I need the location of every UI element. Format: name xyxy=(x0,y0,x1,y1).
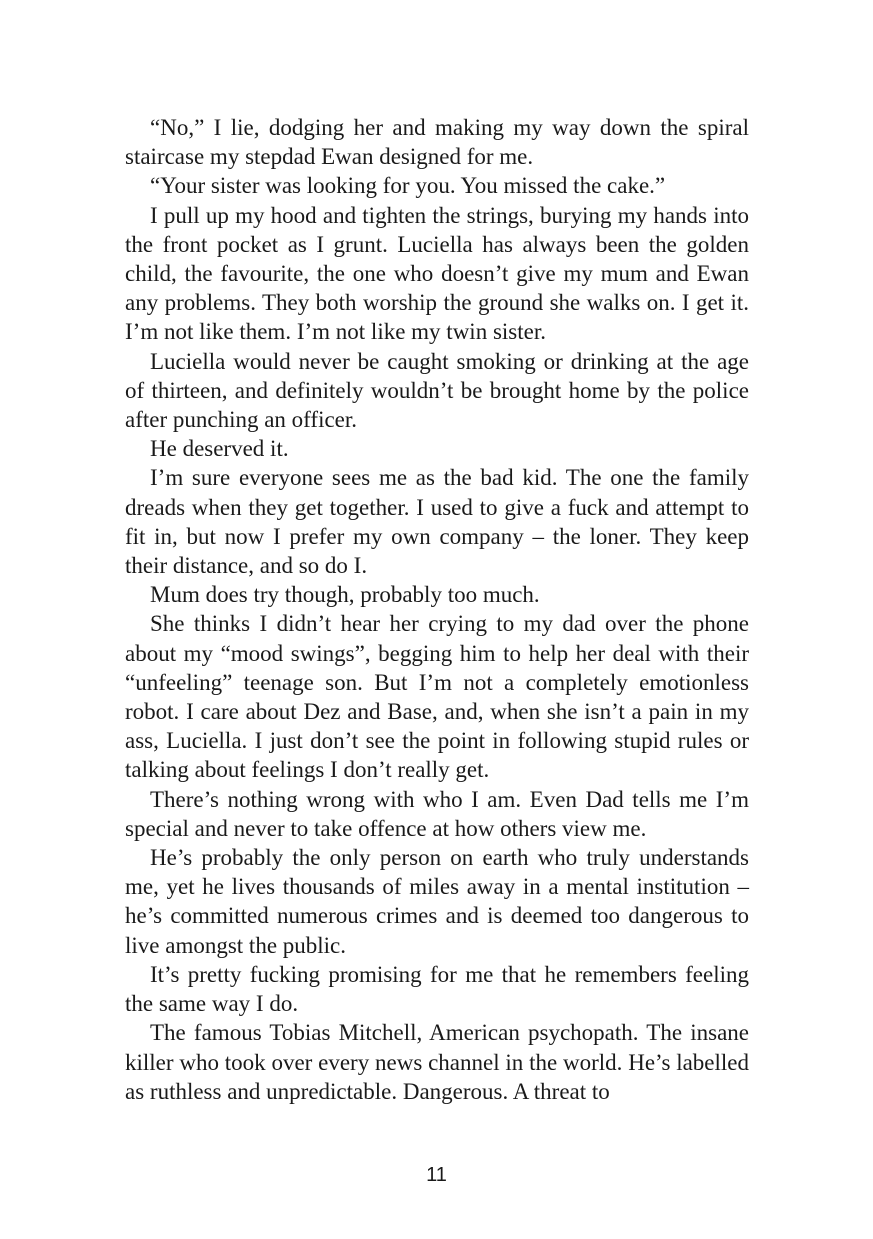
paragraph-8: She thinks I didn’t hear her crying to my dad over the phone about my “mood swings”, begging him to help her deal with their “unfeeling” teenage son. But I’m not a completely emotionless robot. I care about Dez and Base, and, when she isn’t a pain in my ass, Luciella. I just don’t see the point in following stupid rules or talking about feelings I don’t really get. xyxy=(125,611,749,783)
paragraph-9: There’s nothing wrong with who I am. Even Dad tells me I’m special and never to take offence at how others view me. xyxy=(125,786,749,841)
paragraph-1: “No,” I lie, dodging her and making my way down the spiral staircase my stepdad Ewan designed for me. xyxy=(125,115,749,170)
paragraph-2: “Your sister was looking for you. You missed the cake.” xyxy=(150,173,666,199)
paragraph-5: He deserved it. xyxy=(150,436,289,462)
body-text xyxy=(125,113,749,1106)
paragraph-3: I pull up my hood and tighten the strings, burying my hands into the front pocket as I grunt. Luciella has always been the golden child, the favourite, the one who doesn’t give my mum and Ewan any problems. They both worship the ground she walks on. I get it. I’m not like them. I’m not like my twin sister. xyxy=(125,202,749,345)
paragraph-7: Mum does try though, probably too much. xyxy=(150,582,540,608)
paragraph-4: Luciella would never be caught smoking or drinking at the age of thirteen, and definitely wouldn’t be brought home by the police after punching an officer. xyxy=(125,348,749,433)
paragraph-12: The famous Tobias Mitchell, American psychopath. The insane killer who took over every news channel in the world. He’s labelled as ruthless and unpredictable. Dangerous. A threat to xyxy=(125,1020,749,1104)
paragraph-6: I’m sure everyone sees me as the bad kid. The one the family dreads when they get together. I used to give a fuck and attempt to fit in, but now I prefer my own company – the loner. They keep their distance, and so do I. xyxy=(125,465,749,579)
paragraph-11: It’s pretty fucking promising for me that he remembers feeling the same way I do. xyxy=(125,961,749,1017)
paragraph-10: He’s probably the only person on earth who truly understands me, yet he lives thousands of miles away in a mental institution – he’s committed numerous crimes and is deemed too dangerous to live amongst the public. xyxy=(125,845,749,958)
page-number: 11 xyxy=(426,1164,447,1186)
